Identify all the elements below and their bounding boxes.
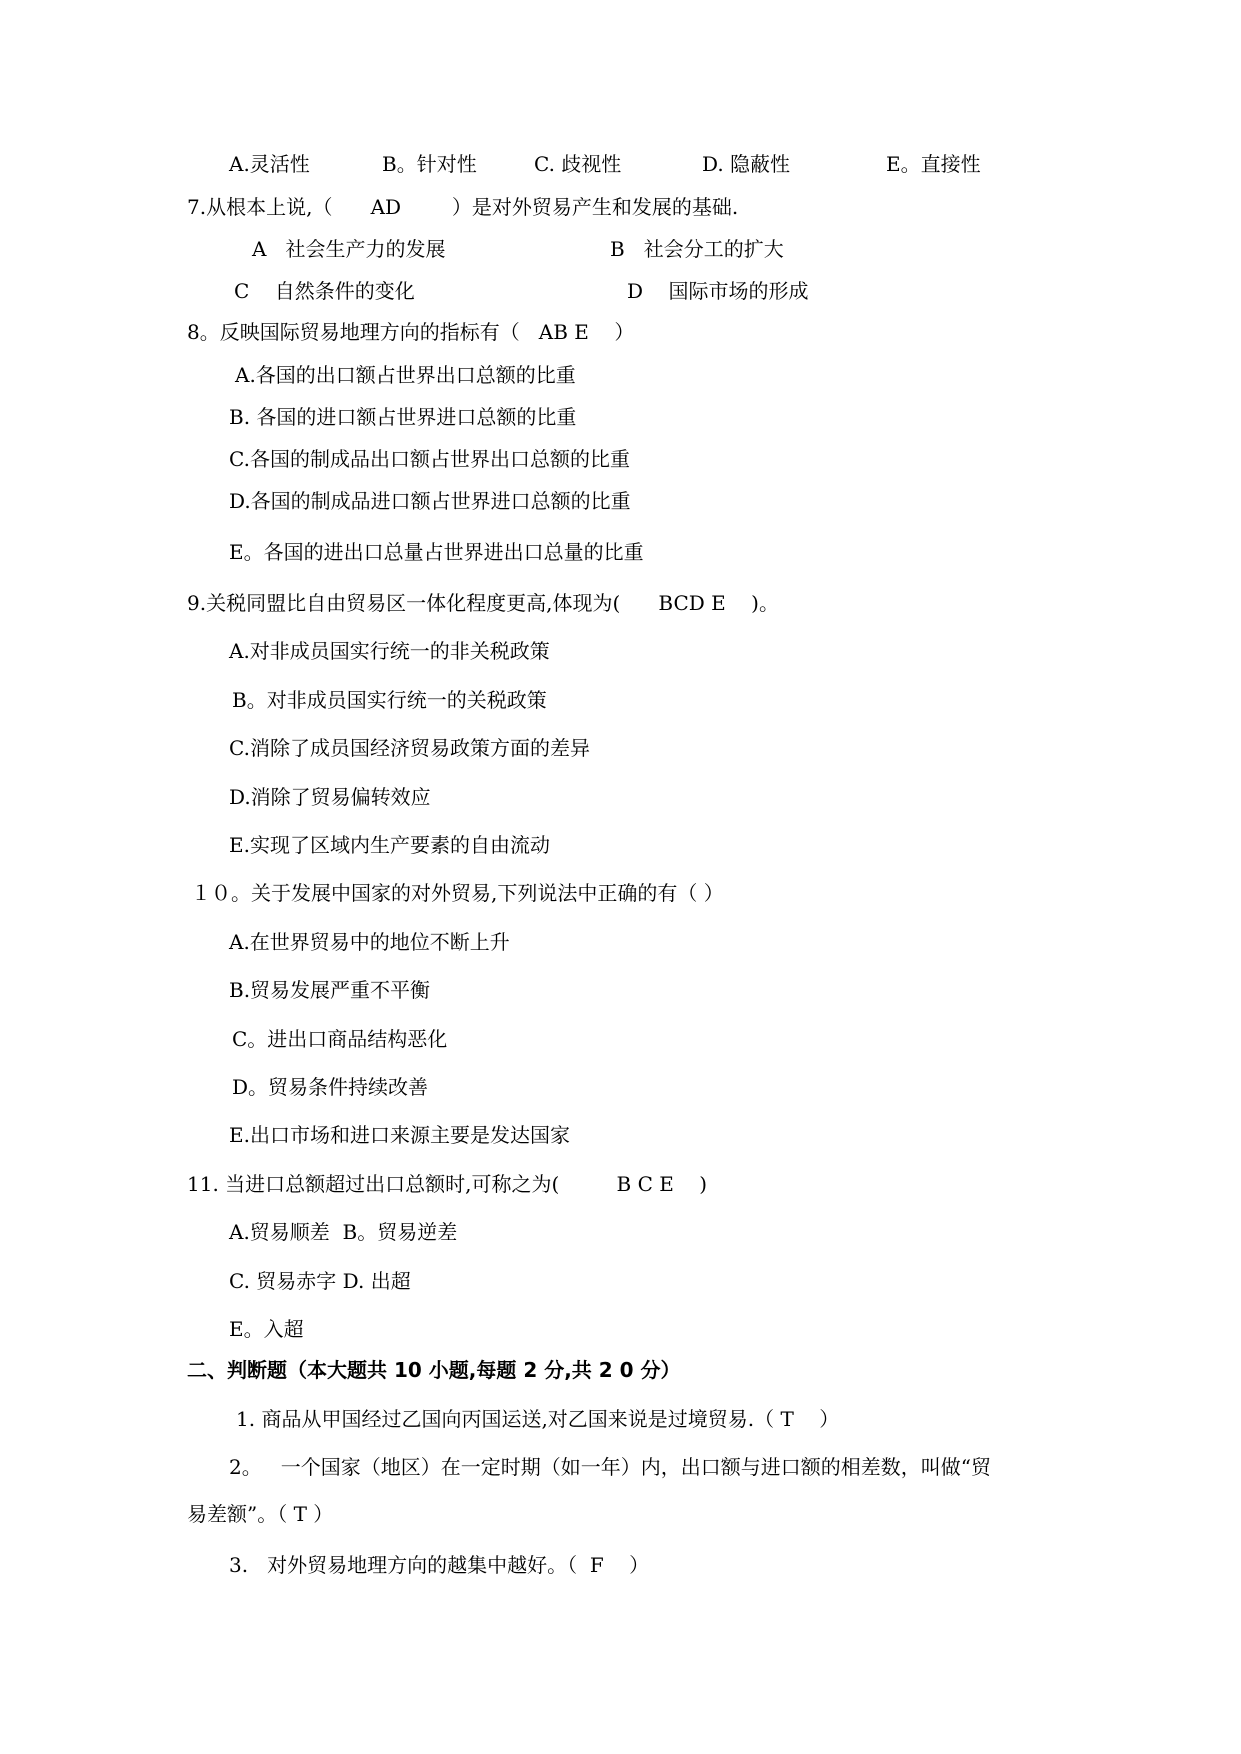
q9-option-c: C.消除了成员国经济贸易政策方面的差异 bbox=[229, 736, 590, 760]
q7-option-b: B 社会分工的扩大 bbox=[610, 237, 784, 261]
q8-option-c: C.各国的制成品出口额占世界出口总额的比重 bbox=[229, 447, 630, 471]
q10-stem: １０。关于发展中国家的对外贸易,下列说法中正确的有（ ） bbox=[191, 881, 724, 905]
q9-option-e: E.实现了区域内生产要素的自由流动 bbox=[229, 833, 550, 857]
q6-option-e: E。直接性 bbox=[886, 152, 981, 176]
q8-option-b: B. 各国的进口额占世界进口总额的比重 bbox=[229, 405, 577, 429]
q8-stem: 8。反映国际贸易地理方向的指标有（ AB E ） bbox=[187, 320, 635, 344]
q8-option-e: E。各国的进出口总量占世界进出口总量的比重 bbox=[229, 540, 644, 564]
q6-option-c: C. 歧视性 bbox=[534, 152, 622, 176]
q9-option-a: A.对非成员国实行统一的非关税政策 bbox=[229, 639, 550, 663]
q9-option-d: D.消除了贸易偏转效应 bbox=[229, 785, 431, 809]
q9-stem: 9.关税同盟比自由贸易区一体化程度更高,体现为( BCD E )。 bbox=[187, 591, 779, 615]
q6-option-a: A.灵活性 bbox=[229, 152, 310, 176]
q11-option-ab: A.贸易顺差 B。贸易逆差 bbox=[229, 1220, 458, 1244]
q10-option-c: C。进出口商品结构恶化 bbox=[232, 1027, 448, 1051]
q6-option-b: B。针对性 bbox=[382, 152, 477, 176]
q10-option-e: E.出口市场和进口来源主要是发达国家 bbox=[229, 1123, 570, 1147]
q11-option-cd: C. 贸易赤字 D. 出超 bbox=[229, 1269, 411, 1293]
q7-option-d: D 国际市场的形成 bbox=[627, 279, 809, 303]
tf-item-3: 3. 对外贸易地理方向的越集中越好。（ F ） bbox=[229, 1553, 650, 1577]
tf-item-2-continued: 易差额”。（ T ） bbox=[187, 1502, 334, 1526]
q7-option-c: C 自然条件的变化 bbox=[234, 279, 415, 303]
q10-option-a: A.在世界贸易中的地位不断上升 bbox=[229, 930, 510, 954]
q8-option-a: A.各国的出口额占世界出口总额的比重 bbox=[235, 363, 576, 387]
tf-item-2: 2。 一个国家（地区）在一定时期（如一年）内，出口额与进口额的相差数，叫做“贸 bbox=[229, 1455, 992, 1479]
q6-option-d: D. 隐蔽性 bbox=[702, 152, 791, 176]
tf-item-1: 1. 商品从甲国经过乙国向丙国运送,对乙国来说是过境贸易.（ T ） bbox=[236, 1407, 840, 1431]
q10-option-b: B.贸易发展严重不平衡 bbox=[229, 978, 431, 1002]
section-heading-true-false: 二、判断题（本大题共 10 小题,每题 2 分,共 2 0 分） bbox=[187, 1358, 681, 1382]
q9-option-b: B。对非成员国实行统一的关税政策 bbox=[232, 688, 547, 712]
q7-option-a: A 社会生产力的发展 bbox=[252, 237, 446, 261]
q11-option-e: E。入超 bbox=[229, 1317, 304, 1341]
q8-option-d: D.各国的制成品进口额占世界进口总额的比重 bbox=[229, 489, 631, 513]
q10-option-d: D。贸易条件持续改善 bbox=[232, 1075, 429, 1099]
q7-stem: 7.从根本上说,（ AD ）是对外贸易产生和发展的基础. bbox=[187, 195, 739, 219]
q11-stem: 11. 当进口总额超过出口总额时,可称之为( B C E ) bbox=[187, 1172, 708, 1196]
